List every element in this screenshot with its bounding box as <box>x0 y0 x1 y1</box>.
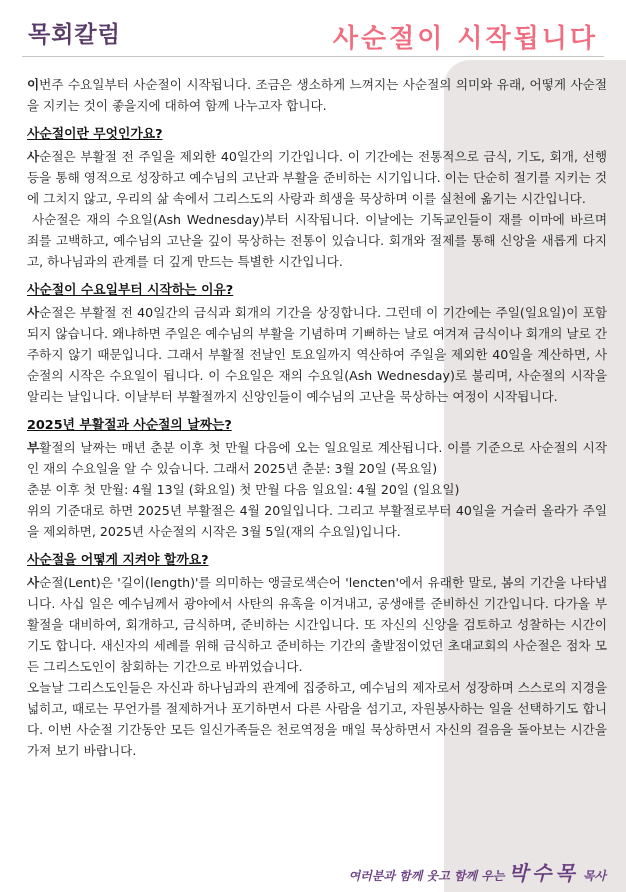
article-title: 사순절이 시작됩니다 <box>332 24 598 54</box>
intro-paragraph: 이번주 수요일부터 사순절이 시작됩니다. 조금은 생소하게 느껴지는 사순절의 의미와 유래, 어떻게 사순절을 지키는 것이 좋을지에 대하여 함께 나누고자 합니다. <box>27 77 607 113</box>
author-role: 목사 <box>582 869 606 883</box>
paragraph: 오늘날 그리스도인들은 자신과 하나님과의 관계에 집중하고, 예수님의 제자로서 성장하며 스스로의 지경을 넓히고, 때로는 무언가를 절제하거나 포기하면서 다른 사람을 섬기고, 자원봉사하는 일을 선택하기도 합니다. 이번 사순절 기간동안 모든 일신가족들은 천로역정을 매일 묵상하면서 자신의 걸음을 돌아보는 시간을 가져 보기 바랍니다. <box>27 680 607 758</box>
article-body <box>27 74 607 761</box>
paragraph: 사순절(Lent)은 '길이(length)'를 의미하는 앵글로색슨어 'lencten'에서 유래한 말로, 봄의 기간을 나타냅니다. 사십 일은 예수님께서 광야에서 사탄의 유혹을 이겨내고, 공생애를 준비하신 기간입니다. 다가올 부활절을 대비하여, 회개하고, 금식하며, 준비하는 시간입니다. 또 자신의 신앙을 검토하고 성찰하는 시간이기도 합니다. 새신자의 세례를 위해 금식하고 준비하는 기간의 출발점이었던 초대교회의 사순절은 점차 모든 그리스도인이 참회하는 기간으로 바뀌었습니다. <box>27 575 607 674</box>
header-divider <box>22 56 604 57</box>
drop-lead: 이 <box>27 77 40 92</box>
column-header <box>0 0 626 60</box>
footer-tagline: 여러분과 함께 웃고 함께 우는 <box>348 869 505 883</box>
author-signature <box>349 857 606 886</box>
paragraph: 춘분 이후 첫 만월: 4월 13일 (화요일) 첫 만월 다음 일요일: 4월 20일 (일요일) <box>27 482 460 497</box>
section-heading: 2025년 부활절과 사순절의 날짜는? <box>27 418 232 433</box>
section-heading: 사순절이란 무엇인가요? <box>27 127 163 142</box>
drop-lead: 사 <box>27 305 40 320</box>
paragraph: 사순절은 부활절 전 40일간의 금식과 회개의 기간을 상징합니다. 그런데 이 기간에는 주일(일요일)이 포함되지 않습니다. 왜냐하면 주일은 예수님의 부활을 기념하며 기뻐하는 날로 여겨져 금식이나 회개의 날로 간주하지 않기 때문입니다. 그래서 부활절 전날인 토요일까지 역산하여 주일을 제외한 40일을 계산하면, 사순절의 시작은 수요일이 됩니다. 이 수요일은 재의 수요일(Ash Wednesday)로 불리며, 사순절의 시작을 알리는 날입니다. 이날부터 부활절까지 신앙인들이 예수님의 고난을 묵상하는 여정이 시작됩니다. <box>27 305 607 404</box>
section-heading: 사순절을 어떻게 지켜야 할까요? <box>27 553 209 568</box>
paragraph: 사순절은 재의 수요일(Ash Wednesday)부터 시작됩니다. 이날에는 기독교인들이 재를 이마에 바르며 죄를 고백하고, 예수님의 고난을 깊이 묵상하는 전통이 있습니다. 회개와 절제를 통해 신앙을 새롭게 다지고, 하나님과의 관계를 더 깊게 만드는 특별한 시간입니다. <box>27 212 607 269</box>
column-title: 목회칼럼 <box>28 22 121 48</box>
paragraph: 위의 기준대로 하면 2025년 부활절은 4월 20일입니다. 그리고 부활절로부터 40일을 거슬러 올라가 주일을 제외하면, 2025년 사순절의 시작은 3월 5일(재의 수요일)입니다. <box>27 503 607 539</box>
paragraph: 부활절의 날짜는 매년 춘분 이후 첫 만월 다음에 오는 일요일로 계산됩니다. 이를 기준으로 사순절의 시작인 재의 수요일을 알 수 있습니다. 그래서 2025년 춘분: 3월 20일 (목요일) <box>27 440 607 476</box>
drop-lead: 부 <box>27 440 40 455</box>
drop-lead: 사 <box>27 575 40 590</box>
author-name: 박수목 <box>508 861 579 885</box>
drop-lead: 사 <box>27 149 40 164</box>
paragraph: 사순절은 부활절 전 주일을 제외한 40일간의 기간입니다. 이 기간에는 전통적으로 금식, 기도, 회개, 선행 등을 통해 영적으로 성장하고 예수님의 고난과 부활을 준비하는 시기입니다. 이는 단순히 절기를 지키는 것에 그치지 않고, 우리의 삶 속에서 그리스도의 사랑과 희생을 묵상하며 이를 실천에 옮기는 시간입니다. <box>27 149 607 206</box>
section-heading: 사순절이 수요일부터 시작하는 이유? <box>27 283 234 298</box>
